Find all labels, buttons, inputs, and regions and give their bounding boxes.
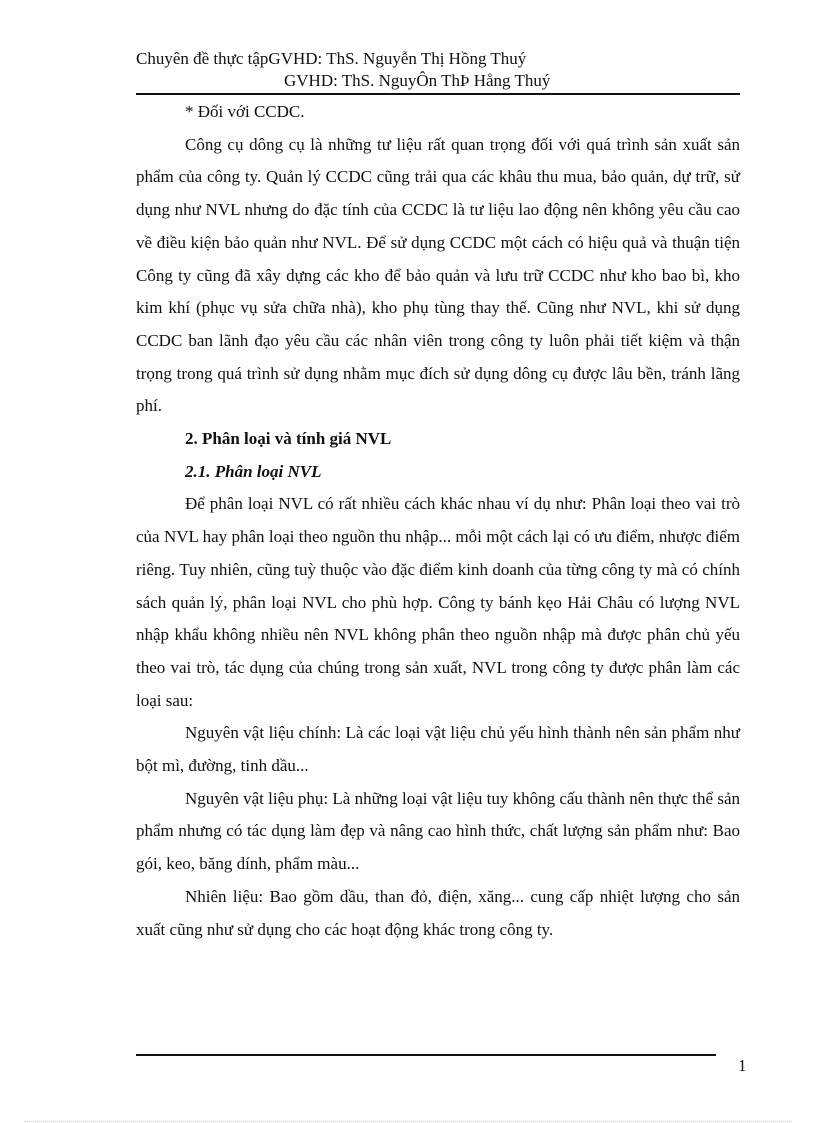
page-number: 1 — [738, 1056, 747, 1075]
document-body — [136, 96, 740, 946]
subsection-heading-2-1: 2.1. Phân loại NVL — [185, 461, 322, 481]
footer-rule — [136, 1054, 716, 1056]
page-bottom-border — [24, 1121, 792, 1122]
header-line-2: GVHD: ThS. NguyÔn ThÞ Hång Thuý — [284, 71, 551, 90]
paragraph-auxiliary-materials: Nguyên vật liệu phụ: Là những loại vật liệu tuy không cấu thành nên thực thể sản phẩm nhưng có tác dụng làm đẹp và nâng cao hình thức, chất lượng sản phẩm như: Bao gói, keo, băng dính, phẩm màu... — [136, 788, 740, 874]
paragraph-ccdc-title: * Đối với CCDC. — [185, 102, 305, 121]
paragraph-main-materials: Nguyên vật liệu chính: Là các loại vật liệu chủ yếu hình thành nên sản phẩm như bột mì, đường, tinh dầu... — [136, 723, 740, 776]
header-line-1: Chuyên đề thực tậpGVHD: ThS. Nguyễn Thị Hồng Thuý — [136, 49, 527, 68]
paragraph-fuel: Nhiên liệu: Bao gồm dầu, than đỏ, điện, xăng... cung cấp nhiệt lượng cho sản xuất cũng như sử dụng cho các hoạt động khác trong công ty. — [136, 886, 740, 939]
header-rule — [136, 93, 740, 95]
page-header — [136, 48, 740, 92]
paragraph-ccdc-description: Công cụ dông cụ là những tư liệu rất quan trọng đối với quá trình sản xuất sản phẩm của công ty. Quản lý CCDC cũng trải qua các khâu thu mua, bảo quản, dự trữ, sử dụng như NVL nhưng do đặc tính của CCDC là tư liệu lao động nên không yêu cầu cao về điều kiện bảo quản như NVL. Để sử dụng CCDC một cách có hiệu quả và thuận tiện Công ty cũng đã xây dựng các kho để bảo quản và lưu trữ CCDC như kho bao bì, kho kim khí (phục vụ sửa chữa nhà), kho phụ tùng thay thế. Cũng như NVL, khi sử dụng CCDC ban lãnh đạo yêu cầu các nhân viên trong công ty luôn phải tiết kiệm và thận trọng trong quá trình sử dụng nhằm mục đích sử dụng dông cụ được lâu bền, tránh lãng phí. — [136, 134, 740, 416]
paragraph-classification: Để phân loại NVL có rất nhiều cách khác nhau ví dụ như: Phân loại theo vai trò của NVL hay phân loại theo nguồn thu nhập... mỗi một cách lại có ưu điểm, nhược điểm riêng. Tuy nhiên, cũng tuỳ thuộc vào đặc điểm kinh doanh của từng công ty mà có chính sách quản lý, phân loại NVL cho phù hợp. Công ty bánh kẹo Hải Châu có lượng NVL nhập khẩu không nhiều nên NVL không phân theo nguồn nhập mà được phân chủ yếu theo vai trò, tác dụng của chúng trong sản xuất, NVL trong công ty được phân làm các loại sau: — [136, 494, 740, 710]
section-heading-2: 2. Phân loại và tính giá NVL — [185, 429, 392, 449]
